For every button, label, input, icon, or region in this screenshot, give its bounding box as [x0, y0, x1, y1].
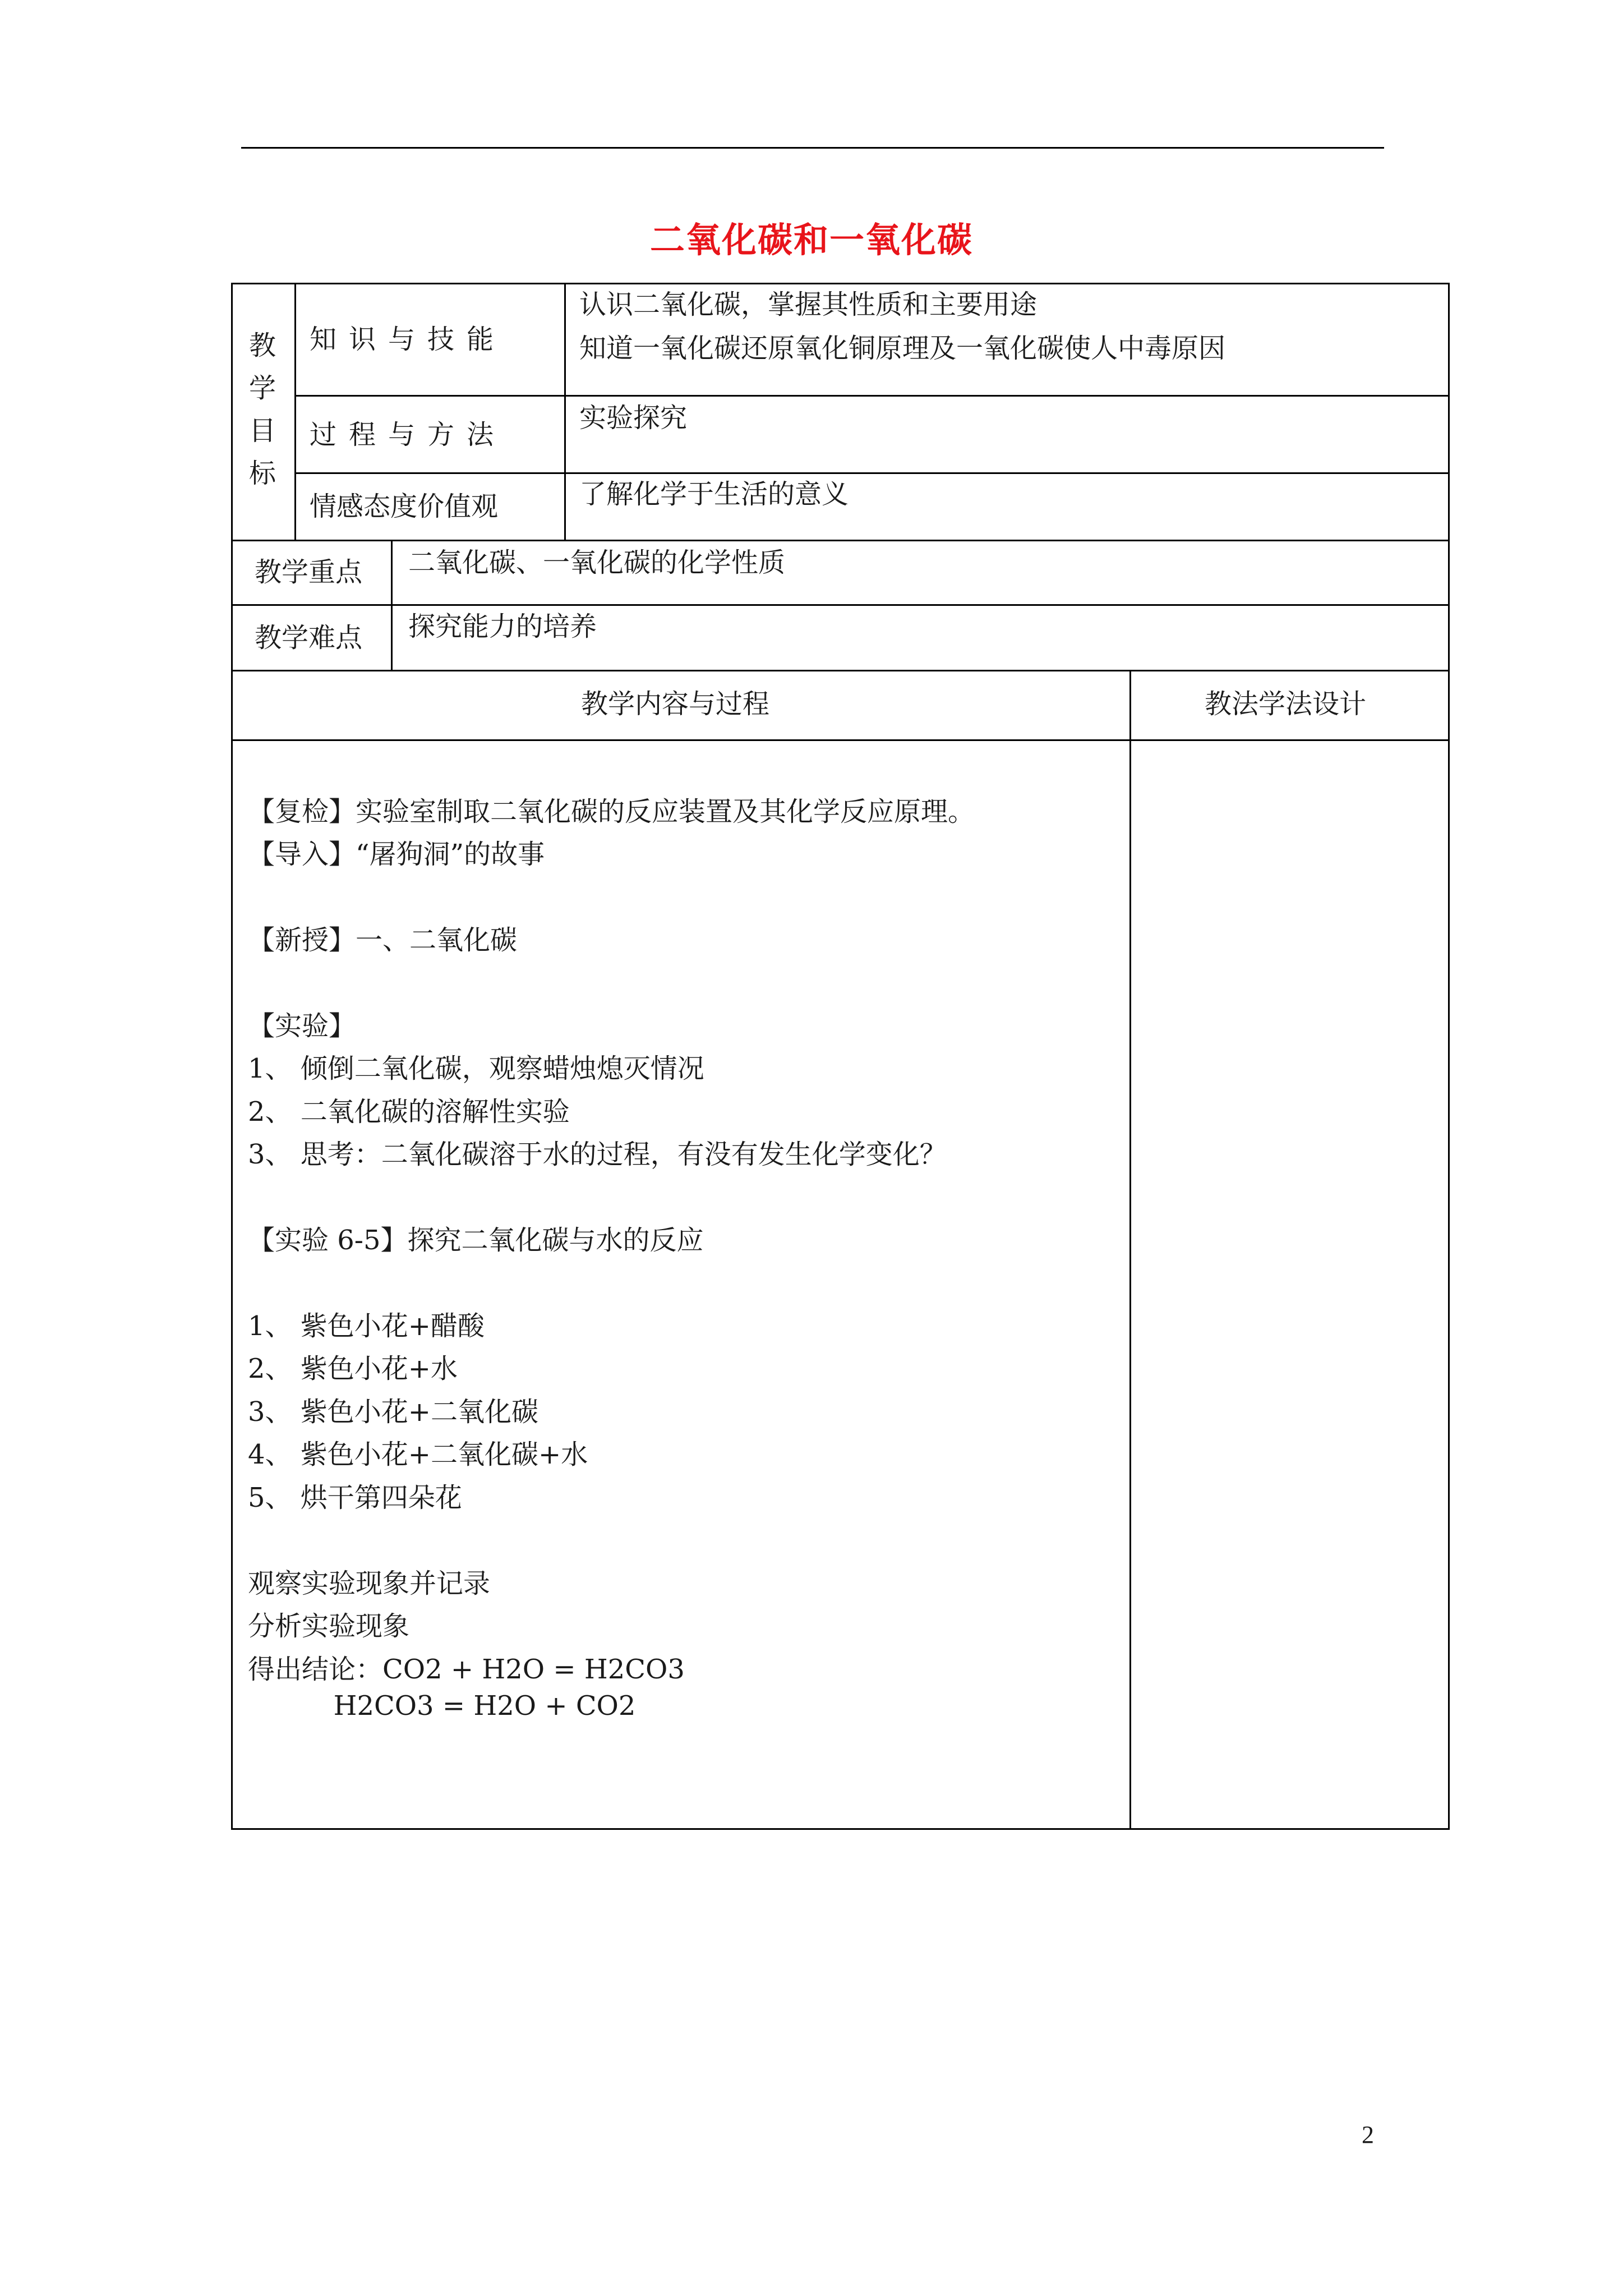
difficulty-value: 探究能力的培养: [408, 611, 597, 642]
content-line: 2、 二氧化碳的溶解性实验: [248, 1096, 570, 1128]
content-line: 5、 烘干第四朵花: [248, 1482, 462, 1513]
objective-value-knowledge-2: 知道一氧化碳还原氧化铜原理及一氧化碳使人中毒原因: [579, 333, 1226, 364]
objective-value-knowledge-1: 认识二氧化碳，掌握其性质和主要用途: [579, 289, 1038, 320]
content-header-bottom: [231, 739, 1450, 741]
content-line: 【实验 6-5】探究二氧化碳与水的反应: [248, 1225, 704, 1256]
group-label-char: 教: [248, 330, 276, 361]
content-line: 1、 倾倒二氧化碳，观察蜡烛熄灭情况: [248, 1053, 704, 1084]
group-label-char: 目: [248, 415, 276, 447]
content-line: 2、 紫色小花+水: [248, 1353, 458, 1384]
key-point-value: 二氧化碳、一氧化碳的化学性质: [408, 547, 786, 578]
objectives-row-divider-2: [294, 472, 1450, 474]
objective-value-process: 实验探究: [579, 402, 688, 434]
key-point-label: 教学重点: [255, 556, 363, 588]
objectives-group-divider: [294, 283, 296, 540]
content-line: 【新授】一、二氧化碳: [248, 924, 518, 956]
content-line: 观察实验现象并记录: [248, 1568, 491, 1599]
method-column-header: 教法学法设计: [1205, 688, 1367, 720]
group-label-char: 学: [248, 372, 276, 404]
difficulty-label: 教学难点: [255, 622, 363, 654]
content-line: 【导入】“屠狗洞”的故事: [248, 839, 545, 870]
content-line: 3、 思考：二氧化碳溶于水的过程，有没有发生化学变化？: [248, 1139, 947, 1170]
header-rule: [241, 147, 1384, 149]
objective-label-process: 过程与方法: [310, 419, 506, 450]
content-column-header: 教学内容与过程: [581, 688, 770, 720]
objective-value-attitude: 了解化学于生活的意义: [579, 478, 849, 510]
objective-label-knowledge: 知识与技能: [310, 324, 506, 355]
content-line: 3、 紫色小花+二氧化碳: [248, 1396, 539, 1428]
content-line: 分析实验现象: [248, 1611, 410, 1642]
content-line: 1、 紫色小花+醋酸: [248, 1310, 485, 1342]
objectives-group-label: [246, 324, 279, 495]
content-line: 【实验】: [248, 1010, 356, 1042]
group-label-char: 标: [248, 458, 276, 489]
content-column-divider: [1129, 670, 1131, 1830]
page-number: 2: [1362, 2121, 1374, 2148]
objectives-row-divider-1: [294, 395, 1450, 397]
content-line: 4、 紫色小花+二氧化碳+水: [248, 1439, 588, 1470]
content-line: 得出结论：CO2 + H2O = H2CO3: [248, 1654, 685, 1685]
page-title: 二氧化碳和一氧化碳: [649, 219, 973, 260]
content-line: H2CO3 = H2O + CO2: [248, 1690, 636, 1722]
difficulty-bottom: [231, 670, 1450, 671]
key-point-bottom: [231, 604, 1450, 606]
objective-label-attitude: 情感态度价值观: [310, 491, 499, 522]
content-line: 【复检】实验室制取二氧化碳的反应装置及其化学反应原理。: [248, 796, 975, 827]
objectives-bottom-divider: [231, 540, 1450, 541]
objectives-label-divider: [564, 283, 566, 540]
